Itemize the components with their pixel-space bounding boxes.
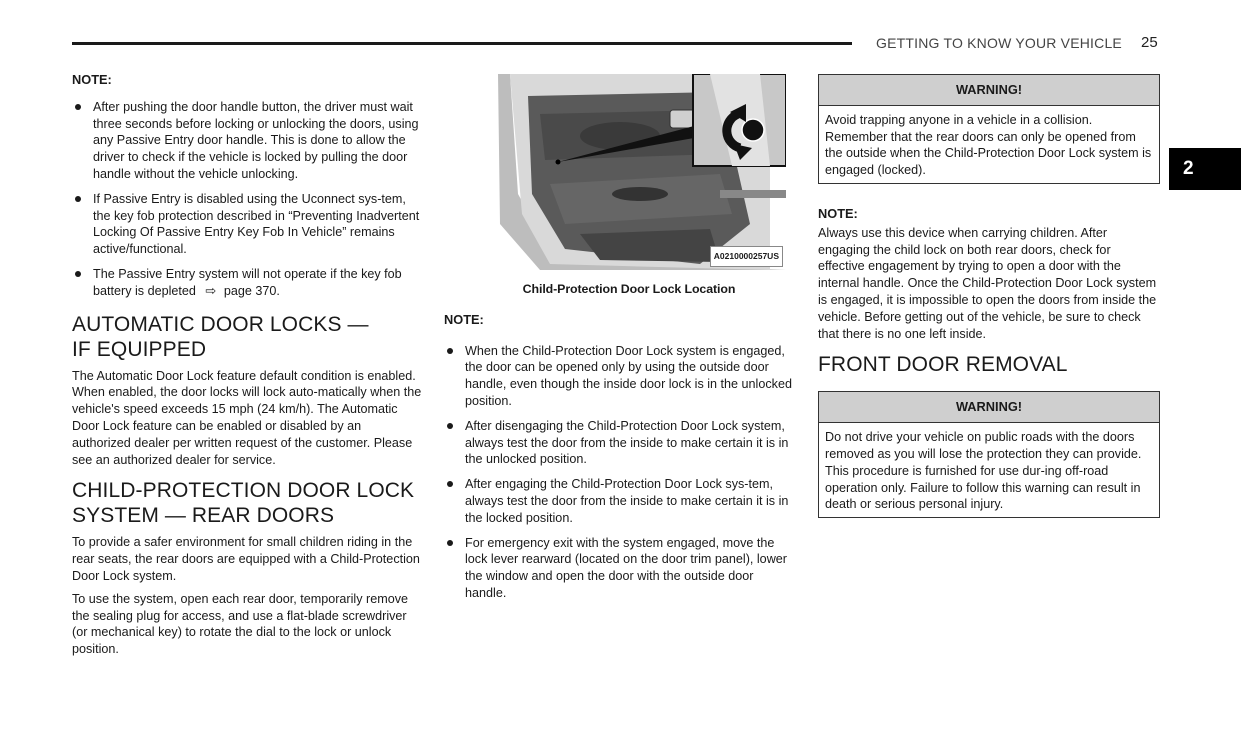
warning-box-door-removal (818, 391, 1160, 518)
section-title: GETTING TO KNOW YOUR VEHICLE (876, 35, 1122, 51)
figure-caption: Child-Protection Door Lock Location (522, 282, 736, 296)
warning-title: WARNING! (819, 392, 1159, 423)
child-protection-body-1: To provide a safer environment for small children riding in the rear seats, the rear doors are equipped with a Child-Protection Door Lock system. (72, 535, 420, 583)
chapter-tab[interactable] (1169, 148, 1241, 190)
note-bullet: If Passive Entry is disabled using the Uconnect sys-tem, the key fob protection described in “Preventing Inadvertent Locking Of Passive Entry Key Fob In Vehicle” remains active/functional. (72, 191, 422, 258)
column-2 (444, 72, 794, 610)
note-bullet: After engaging the Child-Protection Door Lock sys-tem, always test the door from the inside to make certain it is in the locked position. (444, 476, 794, 526)
front-door-removal-heading: FRONT DOOR REMOVAL (818, 353, 1068, 377)
heading-line: SYSTEM — REAR DOORS (72, 504, 335, 528)
chapter-number: 2 (1183, 158, 1194, 179)
auto-door-locks-heading (72, 312, 422, 362)
warning-title: WARNING! (819, 75, 1159, 106)
warning-body: Avoid trapping anyone in a vehicle in a collision. Remember that the rear doors can only be opened from the outside when the Child-Protection Door Lock system is engaged (locked). (825, 112, 1152, 178)
auto-door-locks-body: The Automatic Door Lock feature default condition is enabled. When enabled, the door locks will lock auto-matically when the vehicle's speed exceeds 15 mph (24 km/h). The Automatic Door Lock feature can be enabled or disabled by an authorized dealer per written request of the customer. Please see an authorized dealer for service. (72, 368, 422, 467)
door-lock-figure (470, 74, 786, 270)
note-bullet: After disengaging the Child-Protection Door Lock system, always test the door from the inside to make certain it is in the unlocked position. (444, 418, 794, 468)
note-label: NOTE: (818, 205, 858, 221)
heading-line: AUTOMATIC DOOR LOCKS — (72, 312, 369, 336)
page-reference-arrow-icon: ⇨ (205, 282, 217, 298)
rear-door-illustration (470, 74, 786, 270)
note-bullet: When the Child-Protection Door Lock system is engaged, the door can be opened only by using the outside door handle, even though the inside door lock is in the unlocked position. (444, 343, 794, 410)
header-rule (72, 42, 852, 45)
column-1 (72, 72, 422, 664)
heading-line: CHILD-PROTECTION DOOR LOCK (72, 479, 415, 503)
note-label: NOTE: (444, 311, 484, 327)
note-bullet (72, 266, 422, 300)
page-number: 25 (1141, 34, 1158, 51)
note-bullet-list (444, 343, 794, 602)
child-protection-body-2: To use the system, open each rear door, temporarily remove the sealing plug for access, and use a flat-blade screwdriver (or mechanical key) to rotate the dial to the lock or unlock position. (72, 591, 408, 657)
child-protection-heading (72, 478, 422, 528)
bullet-text: The Passive Entry system will not operate if the key fob battery is depleted (93, 266, 402, 298)
heading-line: IF EQUIPPED (72, 337, 207, 361)
note-bullet: After pushing the door handle button, the driver must wait three seconds before locking or unlocking the doors, using any Passive Entry door handle. This is done to allow the driver to check if the vehicle is locked by pulling the door handle without the vehicle unlocking. (72, 99, 422, 183)
note-bullet-list (72, 99, 422, 300)
column-3 (818, 74, 1160, 540)
note-bullet: For emergency exit with the system engaged, move the lock lever rearward (located on the door trim panel), lower the window and open the door with the outside door handle. (444, 535, 794, 602)
figure-code: A0210000257US (710, 246, 783, 267)
note-label: NOTE: (72, 72, 112, 87)
note-body: Always use this device when carrying children. After engaging the child lock on both rear doors, check for effective engagement by trying to open a door with the internal handle. Once the Child-Protection Door Lock system is engaged, it is impossible to open the doors from inside the vehicle. Before getting out of the vehicle, be sure to check that there is no one left inside. (818, 225, 1157, 341)
warning-body: Do not drive your vehicle on public roads with the doors removed as you will lose the protection they can provide. This procedure is furnished for use dur-ing off-road operation only. Failure to follow this warning can result in death or serious personal injury. (825, 430, 1142, 512)
warning-box-trapping (818, 74, 1160, 184)
page-reference-link[interactable]: page 370. (223, 283, 280, 298)
